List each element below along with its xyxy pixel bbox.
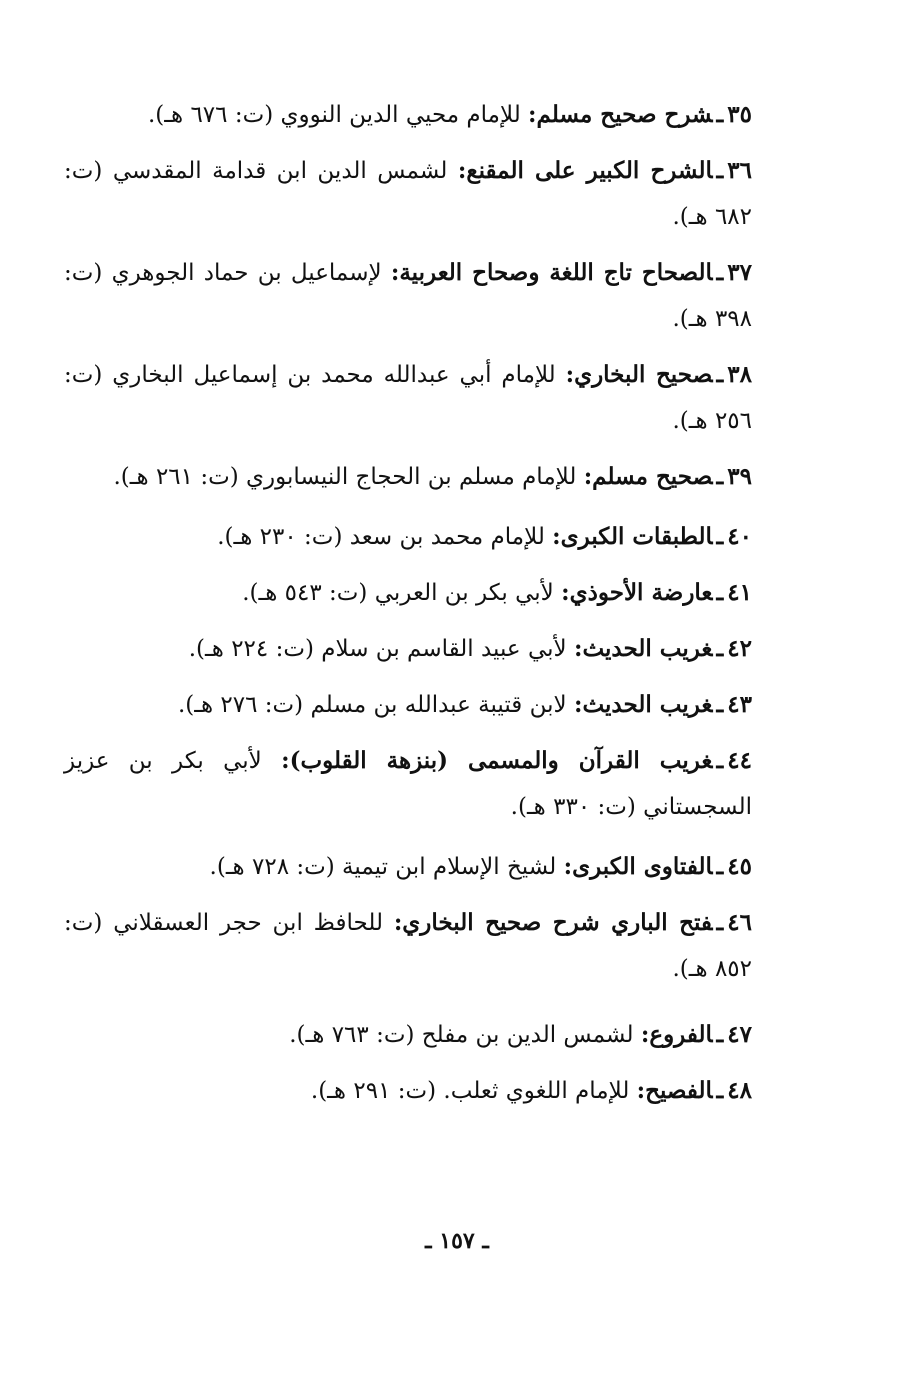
entry-number: ٣٩ bbox=[727, 463, 752, 490]
bibliography-entry-35 bbox=[64, 92, 752, 138]
entry-number: ٤٥ bbox=[727, 853, 752, 880]
bibliography-entry-48 bbox=[112, 1068, 752, 1114]
entry-title: صحيح البخاري: bbox=[565, 361, 713, 388]
entry-author: لشمس الدين بن مفلح (ت: ٧٦٣ هـ). bbox=[289, 1022, 634, 1048]
entry-dash: ـ bbox=[716, 259, 724, 286]
bibliography-entry-45 bbox=[112, 844, 752, 890]
entry-author: لشمس الدين ابن قدامة المقدسي (ت: ٦٨٢ هـ). bbox=[64, 158, 752, 230]
bibliography-entry-44 bbox=[64, 738, 752, 830]
entry-title: فتح الباري شرح صحيح البخاري: bbox=[393, 909, 713, 936]
entry-author: للإمام مسلم بن الحجاج النيسابوري (ت: ٢٦١ هـ). bbox=[113, 464, 577, 490]
entry-dash: ـ bbox=[716, 157, 724, 184]
entry-author: للإمام محيي الدين النووي (ت: ٦٧٦ هـ). bbox=[147, 102, 521, 128]
bibliography-entry-40 bbox=[112, 514, 752, 560]
entry-author: لأبي بكر بن العربي (ت: ٥٤٣ هـ). bbox=[242, 580, 554, 606]
entry-title: عارضة الأحوذي: bbox=[561, 579, 713, 606]
entry-author: لأبي بكر بن عزيز السجستاني (ت: ٣٣٠ هـ). bbox=[64, 748, 752, 820]
entry-number: ٤٤ bbox=[727, 747, 752, 774]
bibliography-entry-39 bbox=[64, 454, 752, 500]
entry-title: شرح صحيح مسلم: bbox=[528, 101, 713, 128]
entry-author: للحافظ ابن حجر العسقلاني (ت: ٨٥٢ هـ). bbox=[64, 910, 752, 982]
entry-number: ٣٧ bbox=[727, 259, 752, 286]
entry-number: ٤١ bbox=[727, 579, 752, 606]
entry-title: صحيح مسلم: bbox=[583, 463, 713, 490]
entry-title: غريب القرآن والمسمى (بنزهة القلوب): bbox=[281, 747, 713, 774]
entry-dash: ـ bbox=[716, 523, 724, 550]
entry-number: ٣٥ bbox=[727, 101, 752, 128]
entry-title: الطبقات الكبرى: bbox=[552, 523, 713, 550]
entry-dash: ـ bbox=[716, 579, 724, 606]
entry-author: للإمام أبي عبدالله محمد بن إسماعيل البخاري (ت: ٢٥٦ هـ). bbox=[64, 362, 752, 434]
entry-dash: ـ bbox=[716, 635, 724, 662]
bibliography-entry-42 bbox=[112, 626, 752, 672]
entry-author: لأبي عبيد القاسم بن سلام (ت: ٢٢٤ هـ). bbox=[188, 636, 567, 662]
entry-number: ٤٣ bbox=[727, 691, 752, 718]
entry-number: ٤٠ bbox=[727, 523, 752, 550]
entry-number: ٣٦ bbox=[727, 157, 752, 184]
entry-dash: ـ bbox=[716, 101, 724, 128]
entry-title: الفروع: bbox=[640, 1021, 713, 1048]
entry-author: لابن قتيبة عبدالله بن مسلم (ت: ٢٧٦ هـ). bbox=[177, 692, 567, 718]
entry-title: الشرح الكبير على المقنع: bbox=[457, 157, 713, 184]
bibliography-list bbox=[64, 92, 753, 1114]
entry-author: للإمام اللغوي ثعلب. (ت: ٢٩١ هـ). bbox=[310, 1078, 630, 1104]
entry-dash: ـ bbox=[716, 1077, 724, 1104]
entry-title: الفتاوى الكبرى: bbox=[563, 853, 713, 880]
entry-dash: ـ bbox=[716, 853, 724, 880]
entry-author: لإسماعيل بن حماد الجوهري (ت: ٣٩٨ هـ). bbox=[64, 260, 752, 332]
page-number: ـ ١٥٧ ـ bbox=[425, 1228, 489, 1254]
bibliography-entry-46 bbox=[64, 900, 752, 992]
entry-number: ٤٢ bbox=[727, 635, 752, 662]
entry-number: ٤٨ bbox=[727, 1077, 752, 1104]
entry-number: ٣٨ bbox=[727, 361, 752, 388]
entry-dash: ـ bbox=[716, 747, 724, 774]
bibliography-entry-47 bbox=[112, 1012, 752, 1058]
entry-dash: ـ bbox=[716, 463, 724, 490]
entry-title: الصحاح تاج اللغة وصحاح العربية: bbox=[390, 259, 713, 286]
entry-dash: ـ bbox=[716, 691, 724, 718]
entry-title: غريب الحديث: bbox=[573, 635, 713, 662]
entry-dash: ـ bbox=[716, 1021, 724, 1048]
entry-title: الفصيح: bbox=[636, 1077, 713, 1104]
bibliography-entry-36 bbox=[64, 148, 752, 240]
entry-title: غريب الحديث: bbox=[573, 691, 713, 718]
entry-number: ٤٧ bbox=[727, 1021, 752, 1048]
entry-dash: ـ bbox=[716, 909, 724, 936]
bibliography-entry-41 bbox=[112, 570, 752, 616]
entry-number: ٤٦ bbox=[727, 909, 753, 936]
bibliography-entry-37 bbox=[64, 250, 752, 342]
entry-dash: ـ bbox=[716, 361, 724, 388]
entry-author: لشيخ الإسلام ابن تيمية (ت: ٧٢٨ هـ). bbox=[209, 854, 557, 880]
bibliography-entry-43 bbox=[112, 682, 752, 728]
bibliography-entry-38 bbox=[64, 352, 752, 444]
entry-author: للإمام محمد بن سعد (ت: ٢٣٠ هـ). bbox=[217, 524, 545, 550]
